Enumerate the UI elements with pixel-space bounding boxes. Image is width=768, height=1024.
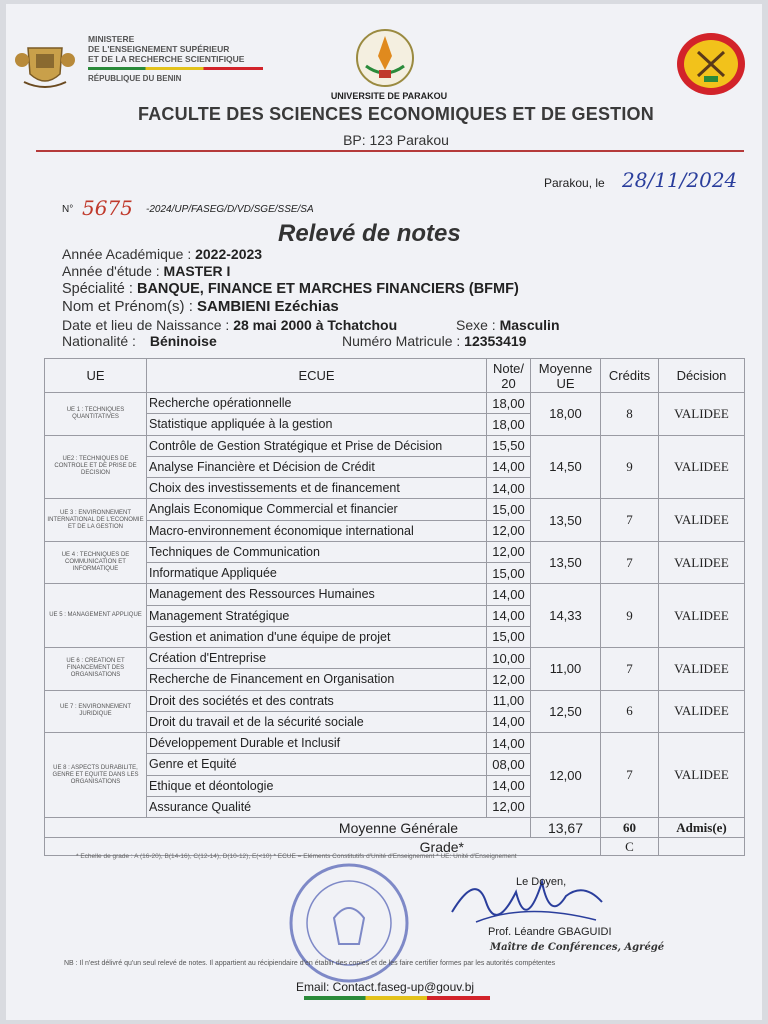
study-year-label: Année d'étude : [62,263,160,279]
ecue-name: Management des Ressources Humaines [147,584,487,605]
ue-mean: 12,00 [531,733,601,818]
ue-name: UE 4 : TECHNIQUES DE COMMUNICATION ET INFORMATIQUE [45,541,147,584]
ecue-note: 18,00 [487,414,531,435]
ue-credits: 7 [601,733,659,818]
ecue-note: 14,00 [487,584,531,605]
ue-credits: 9 [601,435,659,499]
ue-credits: 9 [601,584,659,648]
header-divider [36,150,744,152]
document-title: Relevé de notes [278,220,461,247]
ecue-name: Genre et Equité [147,754,487,775]
ecue-note: 15,00 [487,626,531,647]
university-logo-icon [352,26,418,90]
academic-year-value: 2022-2023 [195,246,263,262]
ecue-name: Recherche de Financement en Organisation [147,669,487,690]
birth-line [62,317,397,333]
ecue-note: 18,00 [487,393,531,414]
ministry-block [88,34,288,84]
ecue-row [45,584,745,605]
ecue-row [45,393,745,414]
faculty-address: BP: 123 Parakou [343,132,449,148]
ecue-name: Création d'Entreprise [147,648,487,669]
ue-mean: 12,50 [531,690,601,733]
nationality-value: Béninoise [149,333,217,349]
total-credits: 60 [601,818,659,838]
issue-place: Parakou, le [544,176,605,190]
ue-mean: 14,50 [531,435,601,499]
academic-year-line [62,246,262,262]
ue-mean: 18,00 [531,393,601,436]
ecue-note: 14,00 [487,456,531,477]
university-name: UNIVERSITE DE PARAKOU [330,91,448,101]
sex-value: Masculin [499,317,560,333]
final-result: Admis(e) [659,818,745,838]
header-ue: UE [45,359,147,393]
specialty-value: BANQUE, FINANCE ET MARCHES FINANCIERS (BFMF) [136,281,519,297]
ecue-note: 12,00 [487,669,531,690]
header-ecue: ECUE [147,359,487,393]
table-header-row [45,359,745,393]
name-label: Nom et Prénom(s) : [62,298,193,315]
general-mean-value: 13,67 [531,818,601,838]
contact-email: Email: Contact.faseg-up@gouv.bj [296,980,475,994]
ue-decision: VALIDEE [659,393,745,436]
ecue-note: 14,00 [487,733,531,754]
nationality-label: Nationalité : [62,333,136,349]
header-decision: Décision [659,359,745,393]
ue-decision: VALIDEE [659,733,745,818]
ue-mean: 13,50 [531,499,601,542]
ecue-name: Techniques de Communication [147,541,487,562]
ministry-line: MINISTERE [88,34,135,44]
ecue-row [45,733,745,754]
ue-credits: 7 [601,541,659,584]
ue-decision: VALIDEE [659,541,745,584]
ue-decision: VALIDEE [659,584,745,648]
grades-table [44,358,745,856]
faculty-logo-icon [674,30,748,98]
ue-mean: 14,33 [531,584,601,648]
name-line [62,299,339,315]
ecue-note: 15,00 [487,499,531,520]
matricule-line [342,333,526,349]
ecue-note: 12,00 [487,520,531,541]
footer-note: NB : Il n'est délivré qu'un seul relevé de notes. Il appartient au récipiendaire d'en établir des copies et de les faire certifier formes par les autorités compétentes [64,960,556,967]
ue-name: UE 5 : MANAGEMENT APPLIQUE [45,584,147,648]
ecue-note: 14,00 [487,711,531,732]
ecue-name: Anglais Economique Commercial et financier [147,499,487,520]
ue-name: UE 1 : TECHNIQUES QUANTITATIVES [45,393,147,436]
university-stamp-icon [284,858,414,988]
ecue-name: Informatique Appliquée [147,563,487,584]
ue-name: UE2 : TECHNIQUES DE CONTROLE ET DE PRISE DE DECISION [45,435,147,499]
ue-mean: 13,50 [531,541,601,584]
ecue-row [45,499,745,520]
faculty-name: FACULTE DES SCIENCES ECONOMIQUES ET DE GESTION [138,104,654,124]
matricule-label: Numéro Matricule : [342,333,461,349]
ecue-name: Droit des sociétés et des contrats [147,690,487,711]
specialty-line [62,281,519,297]
ue-decision: VALIDEE [659,648,745,691]
sex-line [456,317,560,333]
nationality-line [62,333,217,349]
ue-credits: 7 [601,499,659,542]
ecue-row [45,648,745,669]
ecue-note: 15,50 [487,435,531,456]
ecue-note: 14,00 [487,605,531,626]
dean-label: Le Doyen, [516,876,567,888]
header-credits: Crédits [601,359,659,393]
republic-label: RÉPUBLIQUE DU BENIN [88,74,182,83]
ecue-name: Recherche opérationnelle [147,393,487,414]
ue-decision: VALIDEE [659,690,745,733]
ecue-name: Macro-environnement économique international [147,520,487,541]
ecue-note: 14,00 [487,775,531,796]
reference-prefix: N° [62,204,74,215]
specialty-label: Spécialité : [62,281,133,297]
grade-label: Grade* [45,838,601,856]
ue-credits: 7 [601,648,659,691]
grades-body [45,393,745,818]
general-mean-label: Moyenne Générale [45,818,531,838]
ue-name: UE 8 : ASPECTS DURABILITE, GENRE ET EQUITE DANS LES ORGANISATIONS [45,733,147,818]
ecue-name: Ethique et déontologie [147,775,487,796]
general-mean-row [45,818,745,838]
birth-value: 28 mai 2000 à Tchatchou [233,317,398,333]
ue-name: UE 3 : ENVIRONNEMENT INTERNATIONAL DE L'ECONOMIE ET DE LA GESTION [45,499,147,542]
ecue-name: Management Stratégique [147,605,487,626]
footer-flag-stripe [304,996,490,1000]
study-year-value: MASTER I [163,263,231,279]
birth-label: Date et lieu de Naissance : [62,317,230,333]
ecue-note: 10,00 [487,648,531,669]
dean-title: Maître de Conférences, Agrégé [490,942,665,953]
flag-stripe [88,67,263,70]
ministry-line: DE L'ENSEIGNEMENT SUPÉRIEUR [88,44,230,54]
ministry-line: ET DE LA RECHERCHE SCIENTIFIQUE [88,54,245,64]
ecue-name: Contrôle de Gestion Stratégique et Prise de Décision [147,435,487,456]
ecue-note: 15,00 [487,563,531,584]
ecue-note: 12,00 [487,541,531,562]
academic-year-label: Année Académique : [62,246,192,262]
matricule-value: 12353419 [464,333,527,349]
ecue-name: Développement Durable et Inclusif [147,733,487,754]
transcript-sheet [6,4,762,1020]
ue-decision: VALIDEE [659,499,745,542]
ue-credits: 6 [601,690,659,733]
ue-mean: 11,00 [531,648,601,691]
ecue-note: 12,00 [487,796,531,817]
ecue-note: 11,00 [487,690,531,711]
ue-name: UE 7 : ENVIRONNEMENT JURIDIQUE [45,690,147,733]
ecue-name: Droit du travail et de la sécurité sociale [147,711,487,732]
study-year-line [62,263,230,279]
grade-value: C [601,838,659,856]
student-name: SAMBIENI Ezéchias [197,298,339,315]
header-note: Note/ 20 [487,359,531,393]
ue-name: UE 6 : CREATION ET FINANCEMENT DES ORGANISATIONS [45,648,147,691]
ecue-note: 14,00 [487,478,531,499]
ecue-row [45,435,745,456]
reference-number-handwritten: 5675 [82,196,133,220]
header-mean: Moyenne UE [531,359,601,393]
dean-name: Prof. Léandre GBAGUIDI [488,926,612,938]
ecue-name: Choix des investissements et de financement [147,478,487,499]
ue-credits: 8 [601,393,659,436]
ecue-name: Statistique appliquée à la gestion [147,414,487,435]
benin-coat-of-arms-icon [14,38,76,94]
ecue-row [45,690,745,711]
ecue-name: Gestion et animation d'une équipe de projet [147,626,487,647]
ecue-name: Assurance Qualité [147,796,487,817]
ue-decision: VALIDEE [659,435,745,499]
sex-label: Sexe : [456,317,496,333]
issue-date-handwritten: 28/11/2024 [622,168,738,192]
grade-scale-note: * Echelle de grade : A (16-20), B(14-16), C(12-14), D(10-12), E(<10) * ECUE = Eléments Constitutifs d'Unité d'Enseignement * UE: Unité d'Enseignement [76,853,517,860]
ecue-row [45,541,745,562]
ecue-name: Analyse Financière et Décision de Crédit [147,456,487,477]
ecue-note: 08,00 [487,754,531,775]
reference-suffix: -2024/UP/FASEG/D/VD/SGE/SSE/SA [146,204,314,215]
